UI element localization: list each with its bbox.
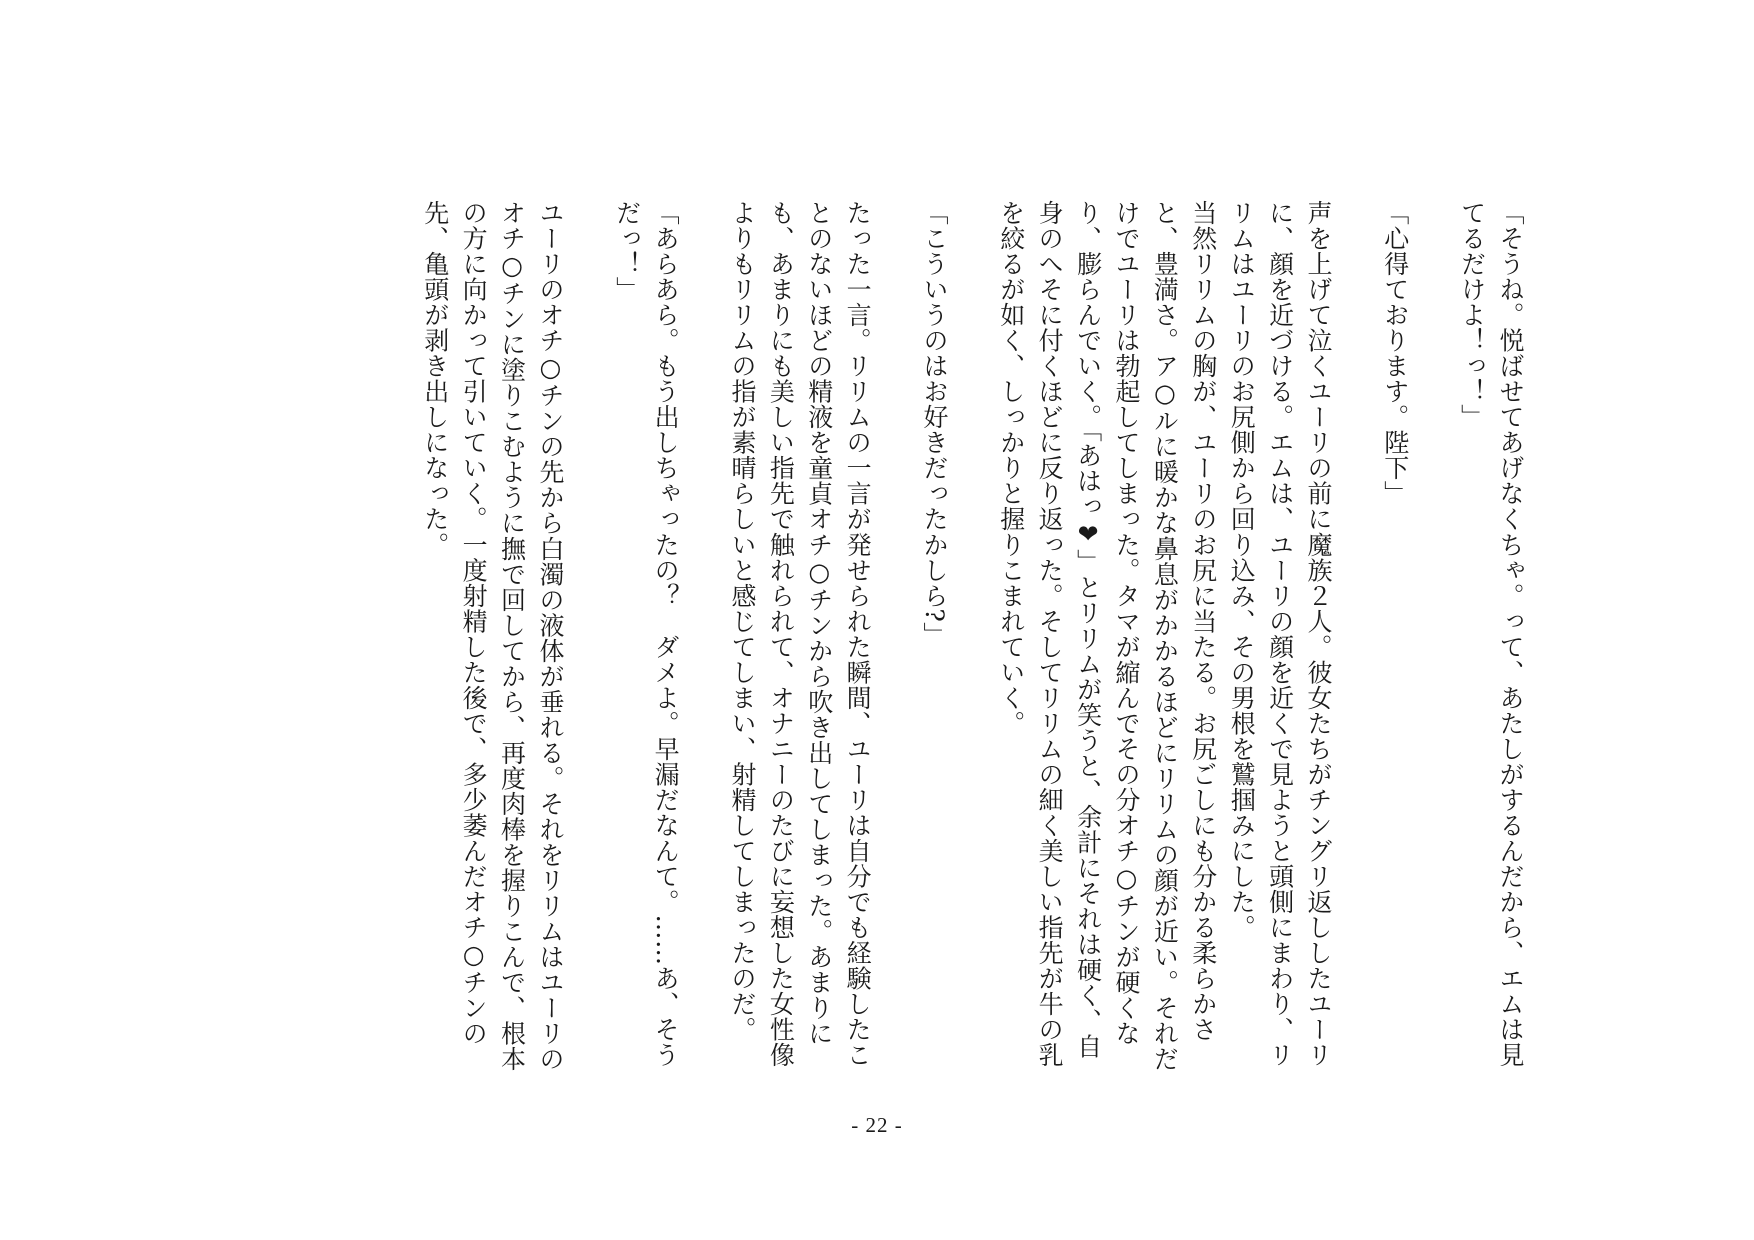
blank-line [953, 200, 991, 1075]
vertical-text-body [415, 200, 1529, 1075]
blank-line [684, 200, 722, 1075]
paragraph: 「あらあら。もう出しちゃったの？ ダメよ。早漏だなんて。……あ、そうだっ！」 [612, 200, 681, 1068]
page-number: - 22 - [851, 1113, 903, 1137]
paragraph: ユーリのオチ○チンの先から白濁の液体が垂れる。それをリリムはユーリのオチ○チンに塗りこむように撫で回してから、再度肉棒を握りこんで、根本の方に向かって引いていく。一度射精した後で、多少萎んだオチ○チンの先、亀頭が剥き出しになった。 [420, 200, 565, 1072]
blank-line [876, 200, 914, 1075]
paragraph: 当然リリムの胸が、ユーリのお尻に当たる。お尻ごしにも分かる柔らかさと、豊満さ。ア○ルに暖かな鼻息がかかるほどにリリムの顔が近い。それだけでユーリは勃起してしまった。タマが縮んでその分オチ○チンが硬くなり、膨らんでいく。「あはっ❤」とリリムが笑うと、余計にそれは硬く、自身のへそに付くほどに反り返った。そしてリリムの細く美しい指先が牛の乳を絞るが如く、しっかりと握りこまれていく。 [996, 200, 1218, 1072]
blank-line [1414, 200, 1452, 1075]
paragraph: 「こういうのはお好きだったかしら?」 [919, 200, 949, 648]
paragraph: 「心得ております。陛下」 [1380, 200, 1410, 507]
paragraph: 声を上げて泣くユーリの前に魔族２人。彼女たちがチングリ返ししたユーリに、顔を近づける。エムは、ユーリの顔を近くで見ようと頭側にまわり、リリムはユーリのお尻側から回り込み、その男根を鷲掴みにした。 [1227, 200, 1333, 1068]
paragraph: たった一言。リリムの一言が発せられた瞬間、ユーリは自分でも経験したことのないほどの精液を童貞オチ○チンから吹き出してしまった。あまりにも、あまりにも美しい指先で触れられて、オナニーのたびに妄想した女性像よりもリリムの指が素晴らしいと感じてしまい、射精してしまったのだ。 [727, 200, 873, 1068]
blank-line [569, 200, 607, 1075]
paragraph: 「そうね。悦ばせてあげなくちゃ。って、あたしがするんだから、エムは見てるだけよ！っ！」 [1457, 200, 1525, 1068]
blank-line [1337, 200, 1375, 1075]
